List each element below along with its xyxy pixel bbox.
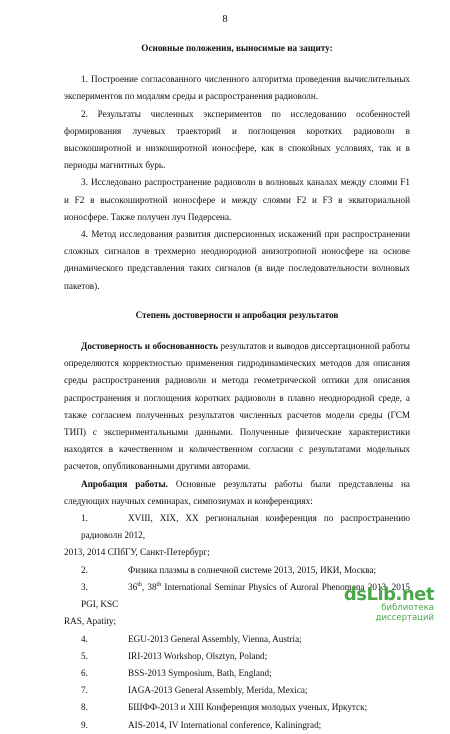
conference-item-6: 6. BSS-2013 Symposium, Bath, England;	[81, 667, 272, 678]
reliability-lead: Достоверность и обоснованность	[81, 341, 219, 352]
thesis-item-2: 2. Результаты численных экспериментов по исследованию особенностей формирования лучевых траекторий и поглощения коротких радиоволн в высокоширотной и низкоширотной ионосфере, как в спокойных условиях, так и в периоды магнитных бурь.	[64, 108, 410, 171]
conference-item-1: 1. XVIII, XIX, XX региональная конференция по распространению радиоволн 2012,	[81, 513, 410, 541]
thesis-item-3: 3. Исследовано распространение радиоволн в волновых каналах между слоями F1 и F2 в высокоширотной ионосфере и между слоями F2 и F3 в экваториальной ионосфере. Также получен луч Педерсена.	[64, 177, 410, 222]
conference-item-5: 5. IRI-2013 Workshop, Olsztyn, Poland;	[81, 650, 268, 661]
approbation-text: Основные результаты работы были представлены на следующих научных семинарах, симпозиумах и конференциях:	[64, 478, 410, 506]
approbation-paragraph	[64, 476, 410, 510]
conference-item-8: 8. БШФФ-2013 и XIII Конференция молодых ученых, Иркутск;	[81, 702, 368, 713]
reliability-text: результатов и выводов диссертационной работы определяются корректностью применения гидродинамических методов для описания среды распространения радиоволн и метода геометрической оптики для описания распространения и поглощения коротких радиоволн в плавно неоднородной среде, а также согласием полученных результатов численных расчетов модели среды (ГСМ ТИП) с экспериментальными данными. Полученные физические характеристики находятся в качественном и количественном согласии с результатами модельных расчетов, опубликованными другими авторами.	[64, 341, 410, 472]
conference-item-7: 7. IAGA-2013 General Assembly, Merida, Mexica;	[81, 685, 308, 696]
page-content	[64, 40, 410, 734]
conference-item-1-cont: 2013, 2014 СПбГУ, Санкт-Петербург;	[64, 547, 210, 558]
dslib-watermark	[336, 584, 434, 623]
approbation-lead: Апробация работы.	[81, 478, 168, 489]
conference-item-9: 9. AIS-2014, IV International conference, Kaliningrad;	[81, 719, 322, 730]
watermark-logo: dsLib.net	[343, 584, 434, 605]
reliability-paragraph	[64, 338, 410, 476]
thesis-item-4: 4. Метод исследования развития дисперсионных искажений при распространении сложных сигналов в трехмерно неоднородной анизотропной ионосфере на основе динамического представления таких сигналов (в виде последовательности волновых пакетов).	[64, 229, 410, 291]
watermark-subtitle: библиотека диссертаций	[375, 603, 434, 623]
conference-item-2: 2. Физика плазмы в солнечной системе 2013, 2015, ИКИ, Москва;	[81, 564, 377, 575]
page-number: 8	[222, 14, 228, 25]
conference-item-3: 3. 36th, 38th International Seminar Physics of Auroral Phenomena 2013, 2015 PGI, KSC	[81, 581, 411, 610]
thesis-item-1: 1. Построение согласованного численного алгоритма проведения вычислительных экспериментов по модалям среды и распространения радиоволн.	[64, 74, 410, 102]
conference-item-4: 4. EGU-2013 General Assembly, Vienna, Austria;	[81, 633, 302, 644]
section-title-theses: Основные положения, выносимые на защиту:	[141, 43, 333, 53]
conference-item-3-cont: RAS, Apatity;	[64, 616, 117, 627]
section-title-reliability: Степень достоверности и апробация результатов	[135, 309, 339, 320]
